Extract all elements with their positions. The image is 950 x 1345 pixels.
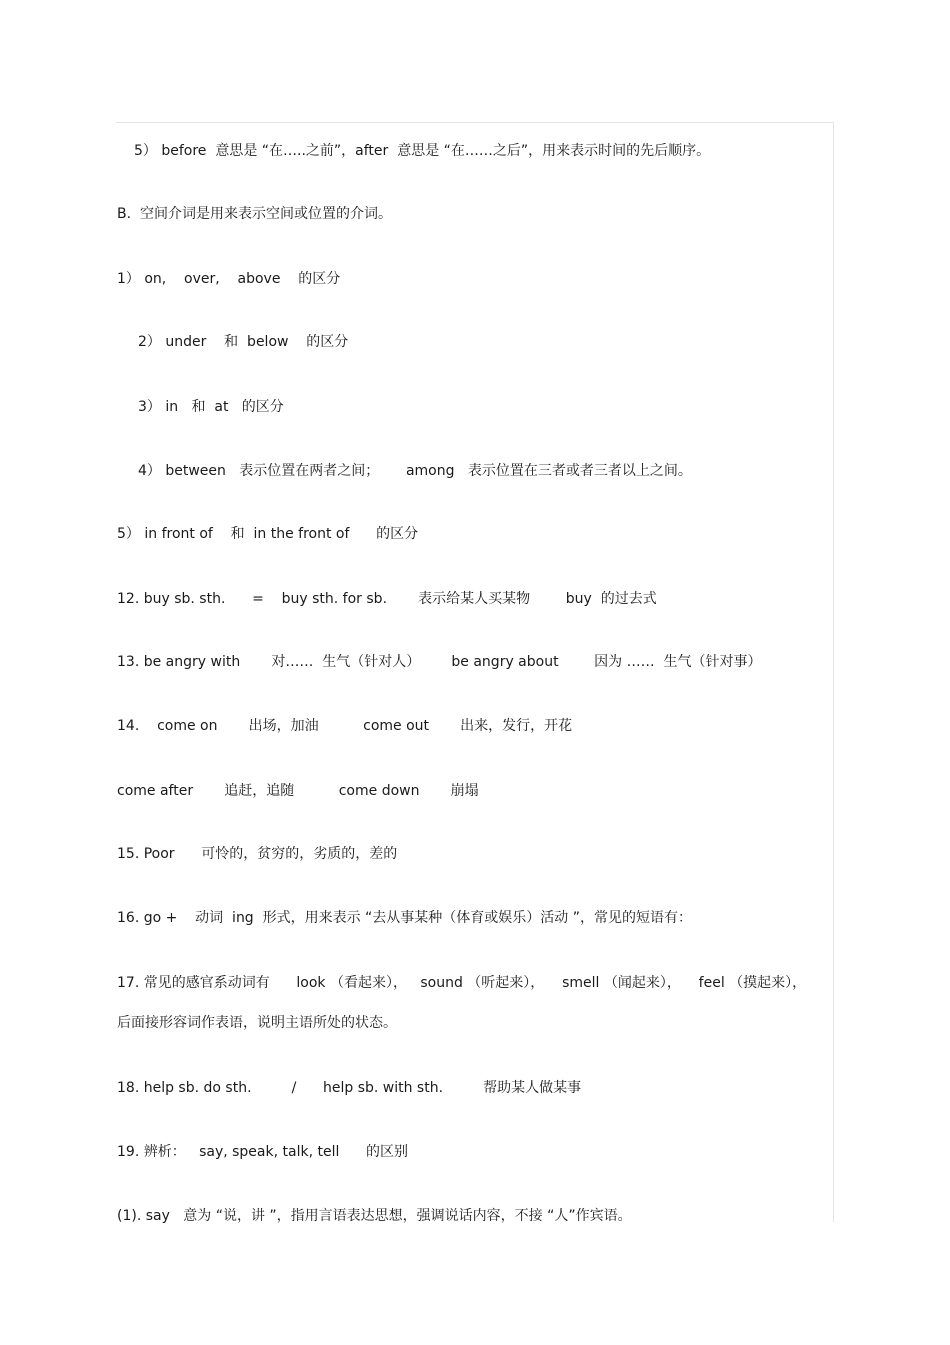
text-line-say: (1). say 意为 “说，讲 ”，指用言语表达思想，强调说话内容，不接 “人”作宾语。 — [117, 1208, 632, 1224]
page-border-right — [833, 122, 834, 1222]
text-line-between-among: 4） between 表示位置在两者之间； among 表示位置在三者或者三者以上之间。 — [138, 463, 692, 479]
text-line-section-b: B. 空间介词是用来表示空间或位置的介词。 — [117, 206, 392, 222]
text-line-before-after: 5） before 意思是 “在…..之前”，after 意思是 “在……之后”，用来表示时间的先后顺序。 — [134, 143, 711, 159]
text-line-come-after: come after 追赶，追随 come down 崩塌 — [117, 783, 479, 799]
text-line-item-16: 16. go + 动词 ing 形式，用来表示 “去从事某种（体育或娱乐）活动 ”，常见的短语有： — [117, 910, 693, 926]
text-line-on-over-above: 1） on, over, above 的区分 — [117, 271, 341, 287]
text-line-item-17-cont: 后面接形容词作表语，说明主语所处的状态。 — [117, 1015, 397, 1031]
text-line-in-front-of: 5） in front of 和 in the front of 的区分 — [117, 526, 419, 542]
page-border-top — [116, 122, 834, 123]
text-line-item-17: 17. 常见的感官系动词有 look （看起来）， sound （听起来）， smell （闻起来）， feel （摸起来）， — [117, 975, 807, 991]
text-line-item-19: 19. 辨析： say, speak, talk, tell 的区别 — [117, 1144, 409, 1160]
text-line-item-15: 15. Poor 可怜的，贫穷的，劣质的，差的 — [117, 846, 398, 862]
text-line-item-18: 18. help sb. do sth. / help sb. with sth. 帮助某人做某事 — [117, 1080, 582, 1096]
text-line-item-12: 12. buy sb. sth. = buy sth. for sb. 表示给某人买某物 buy 的过去式 — [117, 591, 657, 607]
text-line-item-13: 13. be angry with 对…… 生气（针对人） be angry about 因为 …… 生气（针对事） — [117, 654, 762, 670]
text-line-in-at: 3） in 和 at 的区分 — [138, 399, 284, 415]
text-line-item-14: 14. come on 出场，加油 come out 出来，发行，开花 — [117, 718, 573, 734]
text-line-under-below: 2） under 和 below 的区分 — [138, 334, 349, 350]
